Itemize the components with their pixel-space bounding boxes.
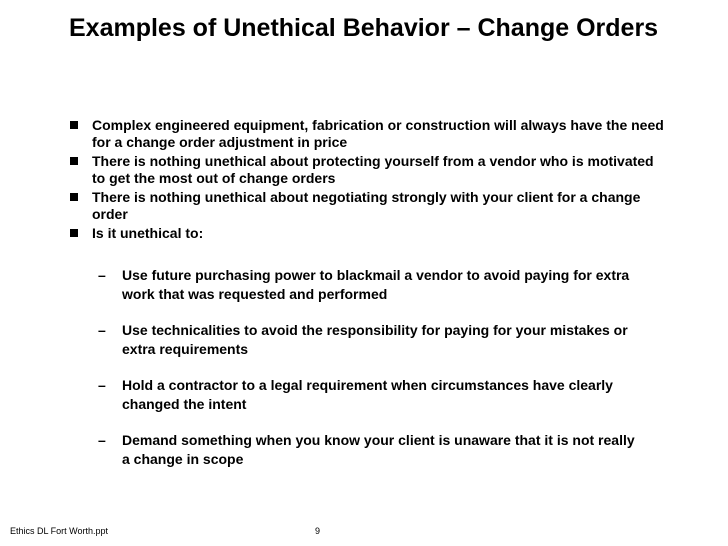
bullet-item: [68, 189, 668, 223]
dash-marker: –: [98, 322, 106, 338]
sub-bullet-item: [98, 431, 638, 486]
bullet-text: Is it unethical to:: [92, 225, 204, 241]
square-bullet-icon: [70, 157, 78, 165]
bullet-text: There is nothing unethical about protecting yourself from a vendor who is motivated to get the most out of change orders: [92, 153, 654, 186]
dash-marker: –: [98, 432, 106, 448]
sub-bullet-text: Demand something when you know your client is unaware that it is not really a change in scope: [122, 432, 635, 467]
sub-bullet-text: Use future purchasing power to blackmail a vendor to avoid paying for extra work that was requested and performed: [122, 267, 630, 302]
dash-marker: –: [98, 377, 106, 393]
bullet-text: Complex engineered equipment, fabrication or construction will always have the need for a change order adjustment in price: [92, 117, 664, 150]
bullet-list: [68, 117, 668, 244]
dash-marker: –: [98, 267, 106, 283]
bullet-item: [68, 225, 668, 242]
bullet-text: There is nothing unethical about negotiating strongly with your client for a change order: [92, 189, 641, 222]
footer-filename: Ethics DL Fort Worth.ppt: [10, 526, 109, 536]
square-bullet-icon: [70, 193, 78, 201]
bullet-item: [68, 117, 668, 151]
bullet-item: [68, 153, 668, 187]
sub-bullet-text: Hold a contractor to a legal requirement when circumstances have clearly changed the intent: [122, 377, 613, 412]
sub-bullet-item: [98, 321, 638, 376]
sub-bullet-item: [98, 266, 638, 321]
square-bullet-icon: [70, 121, 78, 129]
slide-title: Examples of Unethical Behavior – Change Orders: [69, 14, 659, 42]
sub-bullet-list: [98, 266, 638, 486]
sub-bullet-text: Use technicalities to avoid the responsibility for paying for your mistakes or extra requirements: [122, 322, 628, 357]
square-bullet-icon: [70, 229, 78, 237]
sub-bullet-item: [98, 376, 638, 431]
page-number: 9: [315, 526, 321, 536]
